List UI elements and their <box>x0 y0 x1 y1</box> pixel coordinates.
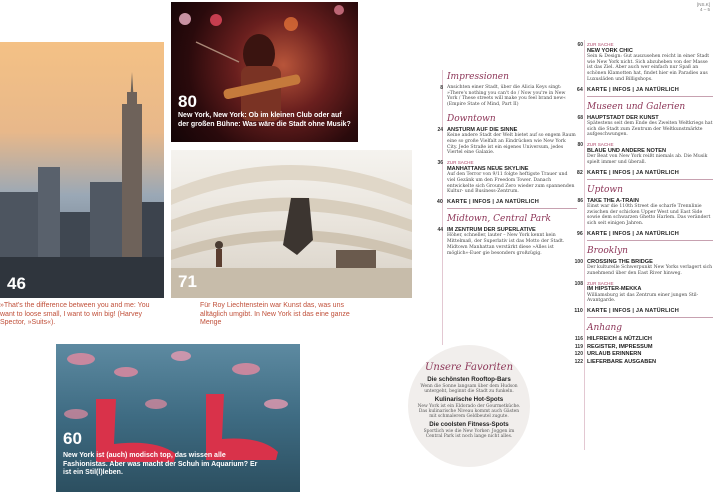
toc-links-row[interactable]: 110 KARTE | INFOS | JA NATÜRLICH <box>587 308 713 318</box>
toc-entry[interactable]: 100 CROSSING THE BRIDGE Der kulturelle Schwerpunkt New Yorks verlagert sich zunehmend über den East River hinweg. <box>574 258 713 277</box>
museum-caption: Für Roy Liechtenstein war Kunst das, was uns alltäglich umgibt. In New York ist das eine ganze Menge <box>200 302 350 326</box>
favorite-item: Die coolsten Fitness-Spots Sportlich wie die New Yorker: Joggen im Central Park ist noch lange nicht alles. <box>423 421 515 440</box>
section-heading: Impressionen <box>447 72 509 82</box>
toc-right-column <box>574 42 713 366</box>
section-heading: Museen und Galerien <box>587 101 686 112</box>
toc-entry[interactable]: 116 HILFREICH & NÜTZLICH <box>574 336 652 343</box>
photo-number: 46 <box>7 274 26 293</box>
favorites-circle <box>408 345 530 467</box>
toc-links-row[interactable]: 82 KARTE | INFOS | JA NATÜRLICH <box>587 170 713 180</box>
toc-links-row[interactable]: 96 KARTE | INFOS | JA NATÜRLICH <box>587 231 713 241</box>
photo-number: 71 <box>178 272 197 291</box>
photo-caption: New York, New York: Ob im kleinen Club oder auf der großen Bühne: Was wäre die Stadt ohne Musik? <box>178 112 351 128</box>
toc-entry[interactable]: 119 REGISTER, IMPRESSUM <box>574 343 653 350</box>
section-heading: Downtown <box>447 113 496 124</box>
toc-left-column <box>437 72 577 260</box>
section-heading: Uptown <box>587 184 623 195</box>
museum-photo <box>171 150 412 298</box>
toc-divider <box>442 70 443 345</box>
section-heading: Anhang <box>587 323 623 334</box>
section-heading: Brooklyn <box>587 245 628 256</box>
toc-links-row[interactable]: 64 KARTE | INFOS | JA NATÜRLICH <box>587 87 713 97</box>
page-marker: [NS.K] 4 – 5 <box>696 2 710 12</box>
toc-entry[interactable]: 24 ANSTURM AUF DIE SINNE Keine andere Stadt der Welt bietet auf so engem Raum eine so große Vielfalt an Eindrücken wie New York City. Jede Straße ist ein eigenes Universum, jedes Viertel eine Galaxie. <box>437 126 576 156</box>
favorite-item: Kulinarische Hot-Spots New York ist ein Eldorado der Gourmetküche. Das kulinarische Niveau kommt auch Gästen mit schmalerem Geldbeutel zugute. <box>417 396 521 420</box>
photo-number: 60 <box>63 429 82 448</box>
toc-entry[interactable]: 108 ZUR SACHE IM HIPSTER-MEKKA Williamsburg ist das Zentrum einer jungen Stil-Avantgarde. <box>574 280 699 304</box>
toc-entry[interactable]: 44 IM ZENTRUM DER SUPERLATIVE Höher, schneller, lauter – New York kennt kein Mittelmaß, der Superlativ ist das Motto der Stadt. Midtown Manhattan verstärkt diese »Alles ist möglich«-Euer gie besonders großzügig. <box>437 226 565 256</box>
photo-caption: New York ist (auch) modisch top, das wissen alle Fashionistas. Aber was macht der Schuh im Aquarium? Er ist ein Stil(l)leben. <box>63 452 258 476</box>
toc-links-row[interactable]: 40 KARTE | INFOS | JA NATÜRLICH <box>447 199 577 209</box>
section-heading: Midtown, Central Park <box>447 213 551 224</box>
toc-entry[interactable]: 80 ZUR SACHE BLAUE UND ANDERE NOTEN Der Beat von New York reißt niemals ab. Die Musik spielt immer und überall. <box>577 142 708 165</box>
toc-entry[interactable]: 120 URLAUB ERINNERN <box>574 351 642 358</box>
skyline-graphic <box>0 42 164 298</box>
nightclub-photo <box>171 2 358 142</box>
museum-interior-graphic <box>171 150 412 298</box>
favorite-item: Die schönsten Rooftop-Bars Wenn die Sonne langsam über dem Hudson untergeht, beginnt die Stadt zu funkeln. <box>420 376 518 394</box>
toc-entry[interactable]: 86 TAKE THE A-TRAIN Einst war die 110th Street die scharfe Trennlinie zwischen der schicken Upper West und East Side sowie dem schwarzen Ghetto Harlem. Das verändert sich seit einigen Jahren. <box>577 197 711 227</box>
skyline-caption: »That's the difference between you and me: You want to loose small, I want to win big! (Harvey Spector, »Suits«). <box>0 302 150 326</box>
toc-entry[interactable]: 68 HAUPTSTADT DER KUNST Spätestens seit dem Ende des Zweiten Weltkriegs hat sich die Stadt zum Zentrum der Weltkunstmärkte aufgeschwungen. <box>577 114 713 138</box>
toc-entry[interactable]: 60 ZUR SACHE NEW YORK CHIC Sein & Design: Gut auszusehen reicht in einer Stadt wie New York nicht. Sich abzuheben von der Masse ist das Ziel. Aber auch wer einfach nur Spaß an schönen Klamotten hat, findet hier ein Paradies aus Luxusläden und Billigshops. <box>577 42 710 82</box>
skyline-photo <box>0 42 164 298</box>
toc-entry[interactable]: 36 ZUR SACHE MANHATTANS NEUE SKYLINE Auf den Terror von 9/11 folgte heftigste Trauer und viel Gezänk um den Freedom Tower. Danach entwickelte sich Ground Zero wieder zum spannenden Kultur- und Business-Zentrum. <box>437 160 575 195</box>
toc-entry[interactable]: 8 Ansichten einer Stadt, über die Alicia Keys singt: »There's nothing you can't do / Now you're in New York / These streets will make you feel brand new« (Empire State of Mind, Part II) <box>440 85 566 108</box>
aquarium-photo <box>56 344 300 492</box>
photo-number: 80 <box>178 92 197 111</box>
favorites-title: Unsere Favoriten <box>424 362 514 373</box>
toc-entry[interactable]: 122 LIEFERBARE AUSGABEN <box>574 358 657 365</box>
toc-divider <box>584 40 585 450</box>
